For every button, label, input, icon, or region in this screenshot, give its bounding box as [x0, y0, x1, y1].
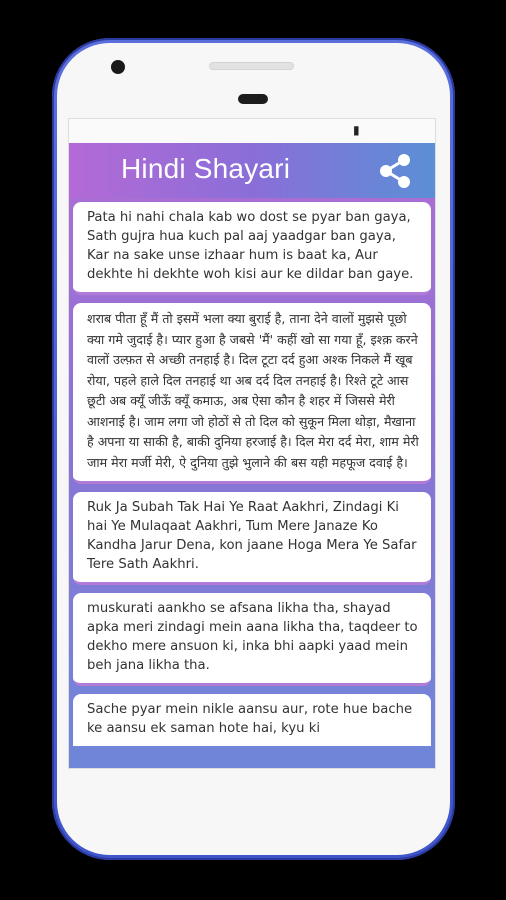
share-icon[interactable] [375, 151, 415, 191]
status-indicator: ▮ [353, 123, 360, 137]
proximity-sensor [238, 94, 268, 104]
shayari-text: muskurati aankho se afsana likha tha, shayad apka meri zindagi mein aana likha tha, taqdeer to dekho mere ansuon ki, inka bhi aapki yaad mein beh jana likha tha. [87, 601, 418, 673]
app-bar [69, 143, 435, 198]
front-camera [111, 60, 125, 74]
app-screen [68, 118, 436, 769]
app-title: Hindi Shayari [121, 153, 291, 184]
status-bar [69, 119, 435, 143]
earpiece-speaker [209, 62, 294, 70]
shayari-card[interactable] [73, 492, 431, 585]
shayari-list [69, 198, 435, 769]
shayari-card[interactable] [73, 694, 431, 746]
shayari-text: Sache pyar mein nikle aansu aur, rote hue bache ke aansu ek saman hote hai, kyu ki [87, 702, 413, 736]
shayari-text: शराब पीता हूँ मैं तो इसमें भला क्या बुराई है, ताना देने वालों मुझसे पूछो क्या गमे जुदाई है। प्यार हुआ है जबसे 'मैं' कहीं खो सा गया हूँ, इश्क़ करने वालों उल्फ़त से अच्छी तनहाई है। दिल टूटा दर्द हुआ अश्क निकले मैं खूब रोया, पहले हाले दिल तनहाई था अब दर्द दिल तनहाई है। रिश्ते टूटे आस छूटी अब क्यूँ जीऊँ क्यूँ कमाऊ, अब ऐसा कौन है शहर में जिससे मेरी आशनाई है। जाम लगा जो होठों से तो दिल को सुकून मिला थोड़ा, मैखाना है अपना या साकी है, बाकी दुनिया हरजाई है। दिल मेरा दर्द मेरा, शाम मेरी जाम मेरा मर्जी मेरी, ऐ दुनिया तुझे भुलाने की बस यही महफूज दवाई है। [87, 311, 419, 470]
shayari-text: Pata hi nahi chala kab wo dost se pyar ban gaya, Sath gujra hua kuch pal aaj yaadgar ban gaya, Kar na sake unse izhaar hum is baat ka, Aur dekhte hi dekhte woh kisi aur ke dildar ban gaye. [87, 210, 414, 282]
shayari-card[interactable] [73, 303, 431, 484]
shayari-card[interactable] [73, 202, 431, 295]
shayari-card[interactable] [73, 593, 431, 686]
shayari-text: Ruk Ja Subah Tak Hai Ye Raat Aakhri, Zindagi Ki hai Ye Mulaqaat Aakhri, Tum Mere Janaze Ko Kandha Jarur Dena, kon jaane Hoga Mera Ye Safar Tere Sath Aakhri. [87, 500, 417, 572]
